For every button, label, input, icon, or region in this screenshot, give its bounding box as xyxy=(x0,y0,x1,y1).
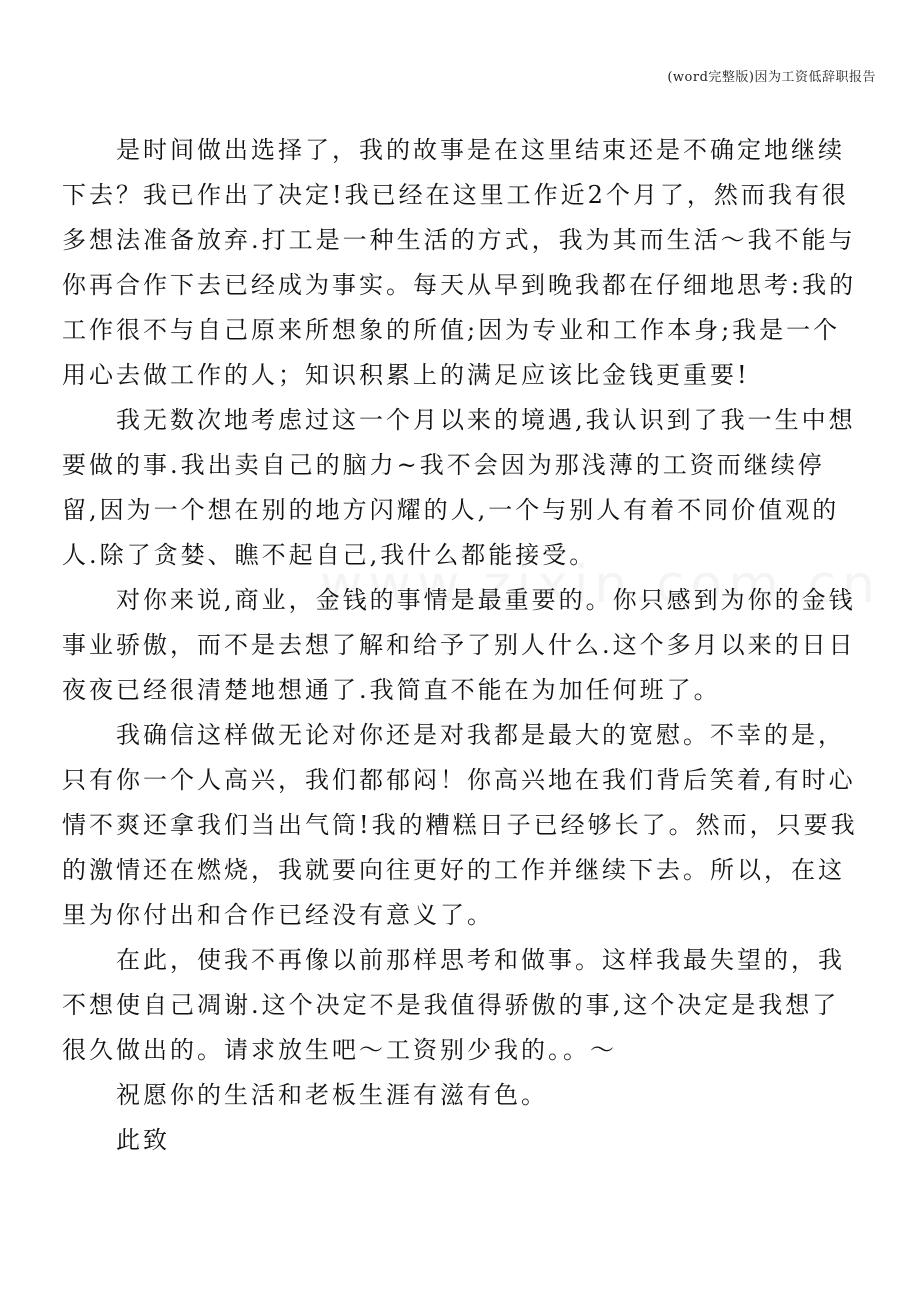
document-body xyxy=(62,128,862,1163)
closing-salutation: 此致 xyxy=(116,1126,170,1154)
paragraph-3: 对你来说,商业，金钱的事情是最重要的。你只感到为你的金钱事业骄傲，而不是去想了解和给予了别人什么.这个多月以来的日日夜夜已经很清楚地想通了.我简直不能在为加任何班了。 xyxy=(62,586,856,704)
document-header-title: (word完整版)因为工资低辞职报告 xyxy=(667,70,876,85)
closing-wish: 祝愿你的生活和老板生涯有滋有色。 xyxy=(116,1081,548,1109)
paragraph-2: 我无数次地考虑过这一个月以来的境遇,我认识到了我一生中想要做的事.我出卖自己的脑力~我不会因为那浅薄的工资而继续停留,因为一个想在别的地方闪耀的人,一个与别人有着不同价值观的人.除了贪婪、瞧不起自己,我什么都能接受。 xyxy=(62,406,856,569)
paragraph-4: 我确信这样做无论对你还是对我都是最大的宽慰。不幸的是，只有你一个人高兴，我们都郁闷！你高兴地在我们背后笑着,有时心情不爽还拿我们当出气筒!我的糟糕日子已经够长了。然而，只要我的激情还在燃烧，我就要向往更好的工作并继续下去。所以，在这里为你付出和合作已经没有意义了。 xyxy=(62,721,858,929)
paragraph-1: 是时间做出选择了，我的故事是在这里结束还是不确定地继续下去？我已作出了决定!我已经在这里工作近2个月了，然而我有很多想法准备放弃.打工是一种生活的方式，我为其而生活～我不能与你再合作下去已经成为事实。每天从早到晚我都在仔细地思考:我的工作很不与自己原来所想象的所值;因为专业和工作本身;我是一个用心去做工作的人；知识积累上的满足应该比金钱更重要! xyxy=(62,136,857,389)
paragraph-5: 在此，使我不再像以前那样思考和做事。这样我最失望的，我不想使自己凋谢.这个决定不是我值得骄傲的事,这个决定是我想了很久做出的。请求放生吧～工资别少我的。。～ xyxy=(62,946,845,1064)
